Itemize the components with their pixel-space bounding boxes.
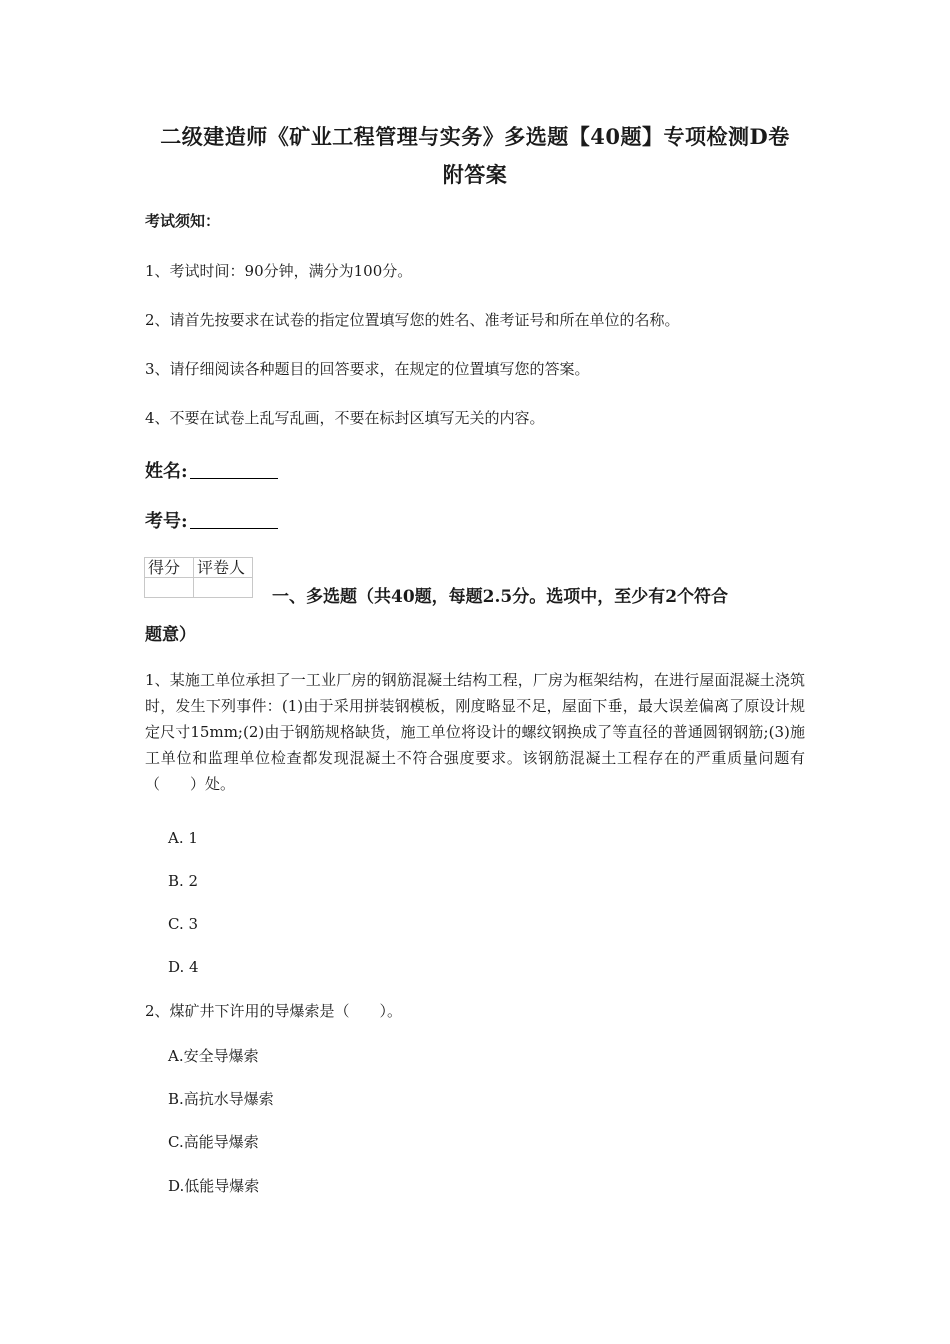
q2-option-c[interactable]: C.高能导爆索 bbox=[168, 1133, 259, 1151]
document-title bbox=[120, 118, 830, 194]
q2-option-d[interactable]: D.低能导爆索 bbox=[168, 1177, 260, 1195]
question-1-text: 1、某施工单位承担了一工业厂房的钢筋混凝土结构工程，厂房为框架结构，在进行屋面混凝土浇筑时，发生下列事件：(1)由于采用拼装钢模板，刚度略显不足，屋面下垂，最大误差偏离了原设计规定尺寸15mm;(2)由于钢筋规格缺货，施工单位将设计的螺纹钢换成了等直径的普通圆钢钢筋;(3)施工单位和监理单位检查都发现混凝土不符合强度要求。该钢筋混凝土工程存在的严重质量问题有（ ）处。 bbox=[145, 671, 805, 793]
title-line-2: 附答案 bbox=[442, 162, 508, 187]
exam-number-field bbox=[145, 507, 278, 533]
q1-option-d[interactable]: D. 4 bbox=[168, 958, 199, 976]
rule-4: 4、不要在试卷上乱写乱画，不要在标封区填写无关的内容。 bbox=[145, 409, 545, 427]
score-cell[interactable] bbox=[145, 578, 194, 598]
score-header: 得分 bbox=[145, 558, 194, 578]
q1-option-b[interactable]: B. 2 bbox=[168, 872, 199, 890]
q1-option-c[interactable]: C. 3 bbox=[168, 915, 199, 933]
grader-header: 评卷人 bbox=[194, 558, 253, 578]
q2-option-a[interactable]: A.安全导爆索 bbox=[168, 1047, 259, 1065]
grader-cell[interactable] bbox=[194, 578, 253, 598]
q1-option-a[interactable]: A. 1 bbox=[168, 829, 198, 847]
exam-number-blank[interactable] bbox=[190, 510, 278, 529]
rule-1: 1、考试时间：90分钟，满分为100分。 bbox=[145, 262, 413, 280]
section-heading: 一、多选题（共40题，每题2.5分。选项中，至少有2个符合 bbox=[272, 587, 729, 607]
notice-heading: 考试须知： bbox=[145, 212, 221, 230]
section-heading-cont: 题意） bbox=[145, 625, 196, 645]
rule-3: 3、请仔细阅读各种题目的回答要求，在规定的位置填写您的答案。 bbox=[145, 360, 590, 378]
name-blank[interactable] bbox=[190, 460, 278, 479]
question-2-text: 2、煤矿井下许用的导爆索是（ ）。 bbox=[145, 1002, 403, 1020]
name-label: 姓名: bbox=[145, 461, 188, 482]
score-table bbox=[144, 557, 253, 598]
q2-option-b[interactable]: B.高抗水导爆索 bbox=[168, 1090, 274, 1108]
exam-number-label: 考号: bbox=[145, 511, 188, 532]
title-line-1: 二级建造师《矿业工程管理与实务》多选题【40题】专项检测D卷 bbox=[160, 124, 790, 149]
rule-2: 2、请首先按要求在试卷的指定位置填写您的姓名、准考证号和所在单位的名称。 bbox=[145, 311, 680, 329]
name-field bbox=[145, 457, 278, 483]
